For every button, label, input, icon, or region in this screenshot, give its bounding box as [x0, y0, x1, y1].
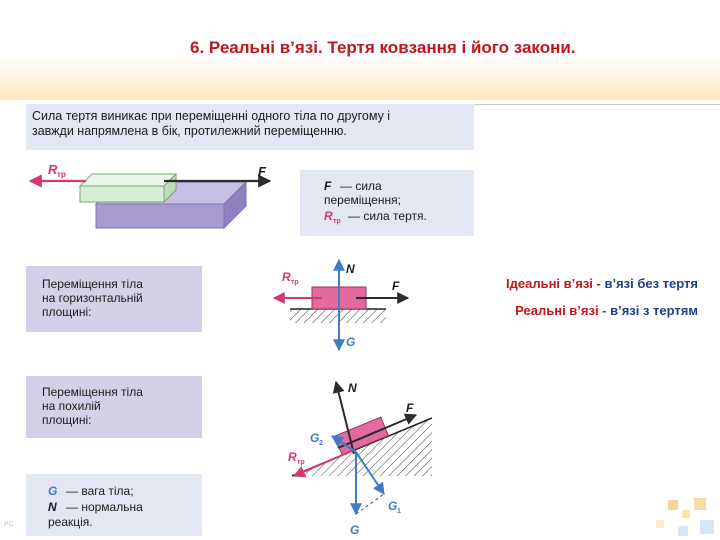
g2-label-sub: 2 [319, 440, 323, 447]
friction-label-horizontal-sub: тр [291, 279, 299, 286]
friction-label-top-sub: тр [57, 170, 66, 179]
legend-force-line-1: — сила [340, 179, 382, 193]
footer-mark: PC [4, 521, 14, 528]
ideal-constraints-term: Ідеальні в’язі - [506, 276, 605, 291]
sliding-blocks [80, 174, 246, 228]
normal-label-horizontal: N [346, 262, 355, 276]
legend-f-symbol: F [324, 179, 332, 193]
friction-label-incline: R [288, 450, 297, 464]
legend-n-symbol: N [48, 500, 57, 514]
intro-line-1: Сила тертя виникає при переміщенні одного тіла по другому і [32, 109, 391, 123]
friction-label-incline-sub: тр [297, 459, 305, 466]
legend-weight-line-2: — нормальна [66, 500, 143, 514]
legend-weight-line-3: реакція. [48, 515, 93, 529]
friction-label-horizontal: R [282, 270, 291, 284]
legend-g-symbol: G [48, 484, 58, 498]
real-constraints-definition: в’язі з тертям [610, 303, 698, 318]
legend-force-line-3: — сила тертя. [348, 209, 427, 223]
incline-caption-line-3: площині: [42, 413, 92, 427]
incline-caption-line-2: на похилій [42, 399, 101, 413]
friction-diagram [26, 100, 474, 540]
g2-label: G [310, 431, 320, 445]
gravity-label-horizontal: G [346, 335, 356, 349]
horizontal-caption-line-2: на горизонтальній [42, 291, 143, 305]
intro-line-2: завжди напрямлена в бік, протилежний переміщенню. [32, 124, 347, 138]
slide-title: 6. Реальні в’язі. Тертя ковзання і його закони. [190, 38, 576, 57]
incline-caption-line-1: Переміщення тіла [42, 385, 143, 399]
friction-figure [26, 100, 474, 540]
horizontal-caption-line-3: площині: [42, 305, 92, 319]
friction-label-top: R [48, 162, 58, 177]
ideal-constraints-statement [506, 276, 698, 291]
g1-label: G [388, 499, 398, 513]
normal-label-incline: N [348, 381, 357, 395]
real-constraints-statement [515, 303, 698, 318]
force-label-horizontal: F [392, 279, 400, 293]
real-constraints-term: Реальні в’язі - [515, 303, 611, 318]
legend-force-line-2: переміщення; [324, 193, 401, 207]
legend-r-sub: тр [333, 218, 341, 225]
horizontal-caption-line-1: Переміщення тіла [42, 277, 143, 291]
legend-weight-line-1: — вага тіла; [66, 484, 134, 498]
force-label-incline: F [406, 401, 414, 415]
gravity-label-incline: G [350, 523, 360, 537]
legend-r-symbol: R [324, 209, 333, 223]
header-divider [470, 104, 720, 105]
projection-line [356, 494, 384, 514]
g1-label-sub: 1 [397, 508, 401, 515]
ideal-constraints-definition: в’язі без тертя [604, 276, 698, 291]
force-label-top: F [258, 164, 266, 179]
decorative-squares [560, 480, 720, 540]
